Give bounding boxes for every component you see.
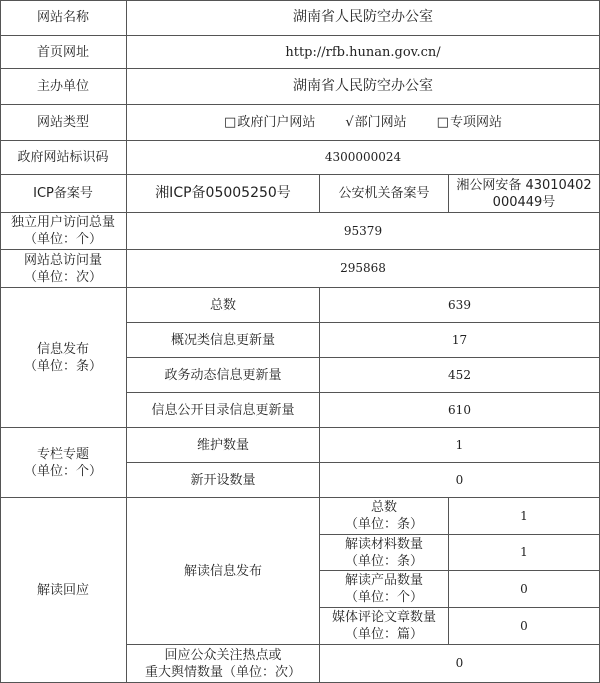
- info-release-row-label: 政务动态信息更新量: [127, 358, 320, 393]
- police-record-value-line1: 湘公网安备 43010402: [456, 177, 592, 193]
- interpretation-row-label: [320, 571, 449, 608]
- interpretation-row-label-line2: （单位：条）: [344, 517, 423, 532]
- unique-visitors-label-line2: （单位：个）: [23, 232, 102, 247]
- site-type-option-label: 政府门户网站: [237, 115, 316, 130]
- icp-label: ICP备案号: [0, 175, 127, 213]
- info-release-row-value: 639: [320, 288, 600, 323]
- interpretation-row-label-line1: 解读材料数量: [344, 536, 423, 552]
- info-release-row-label: 信息公开目录信息更新量: [127, 393, 320, 428]
- interpretation-row-label-line1: 总数: [370, 500, 397, 515]
- interpretation-row-label-line1: 解读产品数量: [344, 573, 423, 588]
- interpretation-row-label-line1: 媒体评论文章数量: [331, 610, 436, 625]
- home-url-label: 首页网址: [0, 36, 127, 69]
- info-release-row-value: 17: [320, 323, 600, 358]
- total-visits-value: 295868: [127, 250, 600, 288]
- site-type-options: [127, 105, 600, 141]
- info-release-row-label: 概况类信息更新量: [127, 323, 320, 358]
- icp-value: 湘ICP备05005250号: [127, 175, 320, 213]
- site-type-option-label: 部门网站: [354, 115, 407, 130]
- total-visits-label-line2: （单位：次）: [23, 269, 102, 285]
- interpretation-row-label: [320, 608, 449, 645]
- site-type-option-label: 专项网站: [449, 115, 502, 130]
- checkbox-unchecked-icon: □: [224, 115, 237, 130]
- interpretation-row-value: 0: [449, 608, 600, 645]
- info-release-label-line2: （单位：条）: [23, 358, 102, 374]
- columns-row-value: 0: [320, 463, 600, 498]
- unique-visitors-label: [0, 213, 127, 250]
- site-id-value: 4300000024: [127, 141, 600, 175]
- columns-row-label: 新开设数量: [127, 463, 320, 498]
- site-type-option-special: [437, 114, 502, 131]
- total-visits-label: [0, 250, 127, 288]
- info-release-row-value: 452: [320, 358, 600, 393]
- interpretation-row-value: 0: [449, 571, 600, 608]
- interpretation-row-label-line2: （单位：个）: [344, 590, 423, 605]
- organizer-value: 湖南省人民防空办公室: [127, 69, 600, 105]
- columns-row-label: 维护数量: [127, 428, 320, 463]
- info-release-label: [0, 288, 127, 428]
- info-release-row-label: 总数: [127, 288, 320, 323]
- site-name-value: 湖南省人民防空办公室: [127, 0, 600, 36]
- interpretation-row-label-line2: （单位：篇）: [344, 627, 423, 642]
- public-response-label: [127, 645, 320, 683]
- public-response-label-line1: 回应公众关注热点或: [164, 647, 282, 663]
- interpretation-row-label-line2: （单位：条）: [344, 553, 423, 569]
- interpretation-row-value: 1: [449, 498, 600, 535]
- site-name-label: 网站名称: [0, 0, 127, 36]
- police-record-value-line2: 000449号: [492, 194, 556, 210]
- info-release-label-line1: 信息发布: [36, 341, 89, 357]
- total-visits-label-line1: 网站总访问量: [23, 252, 102, 268]
- checkbox-unchecked-icon: □: [436, 115, 449, 130]
- site-type-option-department: [345, 114, 406, 131]
- columns-row-value: 1: [320, 428, 600, 463]
- info-release-row-value: 610: [320, 393, 600, 428]
- site-id-label: 政府网站标识码: [0, 141, 127, 175]
- columns-label-line2: （单位：个）: [23, 463, 102, 479]
- unique-visitors-value: 95379: [127, 213, 600, 250]
- public-response-label-line2: 重大舆情数量（单位：次）: [144, 664, 301, 680]
- unique-visitors-label-line1: 独立用户访问总量: [10, 215, 115, 230]
- site-type-option-government-portal: [224, 114, 315, 131]
- police-record-value: [449, 175, 600, 213]
- site-type-label: 网站类型: [0, 105, 127, 141]
- interpretation-row-value: 1: [449, 535, 600, 571]
- interpretation-row-label: [320, 498, 449, 535]
- public-response-value: 0: [320, 645, 600, 683]
- columns-label: [0, 428, 127, 498]
- columns-label-line1: 专栏专题: [36, 446, 89, 462]
- interpretation-sub-label: 解读信息发布: [127, 498, 320, 645]
- organizer-label: 主办单位: [0, 69, 127, 105]
- interpretation-label: 解读回应: [0, 498, 127, 683]
- checkmark-icon: √: [345, 115, 354, 130]
- home-url-value: http://rfb.hunan.gov.cn/: [127, 36, 600, 69]
- police-record-label: 公安机关备案号: [320, 175, 449, 213]
- interpretation-row-label: [320, 535, 449, 571]
